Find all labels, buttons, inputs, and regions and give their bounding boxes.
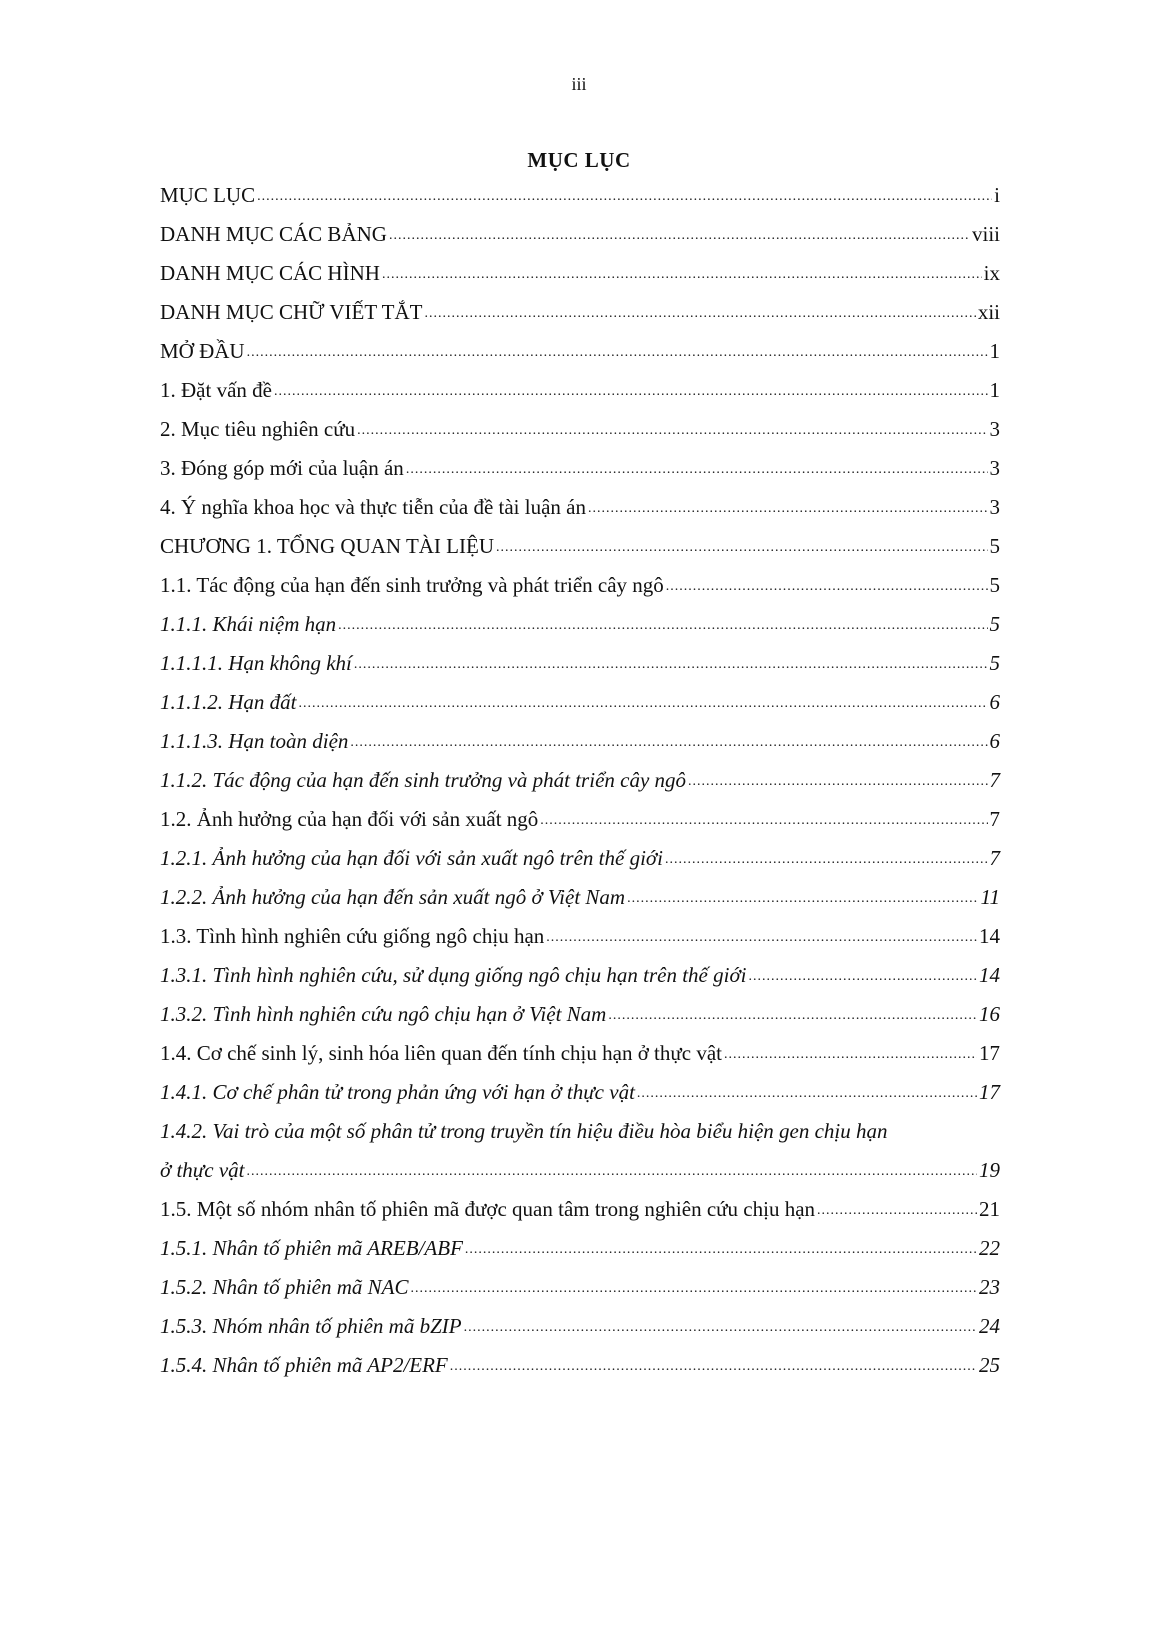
toc-entry[interactable]: [160, 332, 1000, 371]
toc-entry-label: 1. Đặt vấn đề: [160, 378, 272, 402]
toc-entry-page: 5: [989, 612, 1000, 636]
toc-entry[interactable]: [160, 1112, 1000, 1151]
toc-entry[interactable]: [160, 1034, 1000, 1073]
toc-dot-leader: [496, 525, 988, 567]
toc-entry[interactable]: [160, 605, 1000, 644]
toc-entry-page: 7: [989, 846, 1000, 870]
toc-entry-page: xii: [977, 300, 1000, 324]
toc-dot-leader: [406, 447, 988, 489]
toc-dot-leader: [246, 1149, 977, 1191]
toc-dot-leader: [389, 213, 970, 255]
toc-entry[interactable]: [160, 527, 1000, 566]
toc-dot-leader: [357, 408, 987, 450]
toc-entry-label: ở thực vật: [160, 1158, 245, 1182]
toc-entry-page: viii: [971, 222, 1000, 246]
toc-dot-leader: [350, 720, 987, 762]
toc-entry[interactable]: [160, 176, 1000, 215]
toc-entry[interactable]: [160, 254, 1000, 293]
toc-entry-page: 19: [979, 1158, 1000, 1182]
toc-dot-leader: [257, 174, 992, 216]
toc-entry-page: 17: [979, 1080, 1000, 1104]
toc-dot-leader: [411, 1266, 977, 1308]
toc-entry-label: MỤC LỤC: [160, 183, 256, 207]
toc-entry[interactable]: [160, 293, 1000, 332]
toc-entry-label: 1.2.2. Ảnh hưởng của hạn đến sản xuất ngô ở Việt Nam: [160, 885, 626, 909]
toc-entry-page: 1: [989, 339, 1000, 363]
table-of-contents: [160, 176, 1000, 1385]
toc-entry-label: 1.2.1. Ảnh hưởng của hạn đối với sản xuất ngô trên thế giới: [160, 846, 663, 870]
toc-dot-leader: [382, 252, 982, 294]
toc-entry-page: 5: [989, 651, 1000, 675]
toc-entry-label: 1.1.1.3. Hạn toàn diện: [160, 729, 349, 753]
toc-dot-leader: [299, 681, 988, 723]
toc-entry-page: 1: [989, 378, 1000, 402]
toc-entry[interactable]: [160, 1268, 1000, 1307]
toc-dot-leader: [608, 993, 977, 1035]
toc-entry-label: 1.1.1.2. Hạn đất: [160, 690, 297, 714]
toc-dot-leader: [338, 603, 987, 645]
toc-entry-page: 3: [989, 417, 1000, 441]
toc-dot-leader: [354, 642, 988, 684]
toc-entry-page: 24: [979, 1314, 1000, 1338]
toc-entry-label: 4. Ý nghĩa khoa học và thực tiễn của đề tài luận án: [160, 495, 586, 519]
toc-dot-leader: [465, 1227, 977, 1269]
toc-dot-leader: [464, 1305, 977, 1347]
toc-entry-page: i: [994, 183, 1000, 207]
toc-entry[interactable]: [160, 878, 1000, 917]
toc-title: MỤC LỤC: [527, 148, 631, 172]
toc-entry-label: MỞ ĐẦU: [160, 339, 245, 363]
toc-entry-page: 14: [979, 963, 1000, 987]
toc-dot-leader: [588, 486, 988, 528]
toc-entry-page: 21: [979, 1197, 1000, 1221]
toc-entry-label: 1.5.1. Nhân tố phiên mã AREB/ABF: [160, 1236, 463, 1260]
toc-entry-label: 1.5.3. Nhóm nhân tố phiên mã bZIP: [160, 1314, 462, 1338]
toc-entry[interactable]: [160, 371, 1000, 410]
toc-entry-label: 1.1.2. Tác động của hạn đến sinh trưởng và phát triển cây ngô: [160, 768, 687, 792]
toc-entry-label: DANH MỤC CÁC HÌNH: [160, 261, 380, 285]
toc-dot-leader: [540, 798, 987, 840]
toc-dot-leader: [247, 330, 988, 372]
toc-entry[interactable]: [160, 917, 1000, 956]
toc-entry[interactable]: [160, 839, 1000, 878]
toc-dot-leader: [627, 876, 978, 918]
toc-entry-page: 5: [989, 534, 1000, 558]
toc-entry-label: 1.1.1. Khái niệm hạn: [160, 612, 337, 636]
toc-dot-leader: [546, 915, 977, 957]
toc-entry-label: 3. Đóng góp mới của luận án: [160, 456, 404, 480]
toc-entry[interactable]: [160, 800, 1000, 839]
toc-entry[interactable]: [160, 995, 1000, 1034]
toc-entry-page: 25: [979, 1353, 1000, 1377]
toc-entry-page: 22: [979, 1236, 1000, 1260]
page-number: iii: [571, 74, 587, 94]
toc-dot-leader: [817, 1188, 977, 1230]
toc-entry-label: 1.3.1. Tình hình nghiên cứu, sử dụng giống ngô chịu hạn trên thế giới: [160, 963, 747, 987]
toc-entry[interactable]: [160, 1151, 1000, 1190]
toc-entry-page: 5: [989, 573, 1000, 597]
toc-entry-label: 2. Mục tiêu nghiên cứu: [160, 417, 356, 441]
toc-dot-leader: [665, 837, 988, 879]
toc-entry[interactable]: [160, 722, 1000, 761]
toc-entry[interactable]: [160, 683, 1000, 722]
toc-dot-leader: [724, 1032, 977, 1074]
toc-entry-page: 16: [979, 1002, 1000, 1026]
toc-entry[interactable]: [160, 761, 1000, 800]
toc-entry-page: ix: [983, 261, 1000, 285]
toc-entry[interactable]: [160, 1229, 1000, 1268]
toc-entry[interactable]: [160, 1190, 1000, 1229]
toc-dot-leader: [450, 1344, 977, 1386]
toc-entry-label: 1.3. Tình hình nghiên cứu giống ngô chịu hạn: [160, 924, 545, 948]
toc-entry-page: 3: [989, 456, 1000, 480]
toc-entry-label: 1.1. Tác động của hạn đến sinh trưởng và phát triển cây ngô: [160, 573, 664, 597]
toc-entry[interactable]: [160, 1346, 1000, 1385]
toc-entry[interactable]: [160, 449, 1000, 488]
toc-entry-page: 7: [989, 807, 1000, 831]
toc-dot-leader: [424, 291, 975, 333]
toc-entry[interactable]: [160, 410, 1000, 449]
toc-entry-page: 3: [989, 495, 1000, 519]
toc-entry-label: CHƯƠNG 1. TỔNG QUAN TÀI LIỆU: [160, 534, 494, 558]
toc-entry[interactable]: [160, 644, 1000, 683]
toc-entry-label: 1.4.1. Cơ chế phân tử trong phản ứng với hạn ở thực vật: [160, 1080, 635, 1104]
toc-entry-label: 1.3.2. Tình hình nghiên cứu ngô chịu hạn ở Việt Nam: [160, 1002, 607, 1026]
toc-entry-label: 1.4.2. Vai trò của một số phân tử trong truyền tín hiệu điều hòa biểu hiện gen chịu hạn: [160, 1119, 888, 1143]
toc-entry-label: 1.2. Ảnh hưởng của hạn đối với sản xuất ngô: [160, 807, 539, 831]
toc-entry[interactable]: [160, 566, 1000, 605]
toc-entry[interactable]: [160, 1073, 1000, 1112]
toc-entry-page: 7: [989, 768, 1000, 792]
toc-entry-label: 1.1.1.1. Hạn không khí: [160, 651, 352, 675]
toc-entry[interactable]: [160, 956, 1000, 995]
toc-dot-leader: [637, 1071, 977, 1113]
toc-entry-page: 11: [980, 885, 1000, 909]
toc-entry-page: 6: [989, 729, 1000, 753]
toc-entry[interactable]: [160, 215, 1000, 254]
toc-entry-page: 6: [989, 690, 1000, 714]
toc-entry-label: 1.5. Một số nhóm nhân tố phiên mã được quan tâm trong nghiên cứu chịu hạn: [160, 1197, 816, 1221]
toc-entry-label: 1.5.4. Nhân tố phiên mã AP2/ERF: [160, 1353, 448, 1377]
toc-dot-leader: [749, 954, 977, 996]
toc-dot-leader: [688, 759, 987, 801]
toc-entry-page: 17: [979, 1041, 1000, 1065]
toc-entry[interactable]: [160, 488, 1000, 527]
toc-entry-label: DANH MỤC CHỮ VIẾT TẮT: [160, 300, 423, 324]
toc-entry[interactable]: [160, 1307, 1000, 1346]
toc-dot-leader: [274, 369, 988, 411]
toc-entry-page: 14: [979, 924, 1000, 948]
toc-entry-label: 1.5.2. Nhân tố phiên mã NAC: [160, 1275, 409, 1299]
toc-dot-leader: [666, 564, 988, 606]
toc-entry-label: 1.4. Cơ chế sinh lý, sinh hóa liên quan đến tính chịu hạn ở thực vật: [160, 1041, 722, 1065]
toc-entry-page: 23: [979, 1275, 1000, 1299]
toc-entry-label: DANH MỤC CÁC BẢNG: [160, 222, 387, 246]
